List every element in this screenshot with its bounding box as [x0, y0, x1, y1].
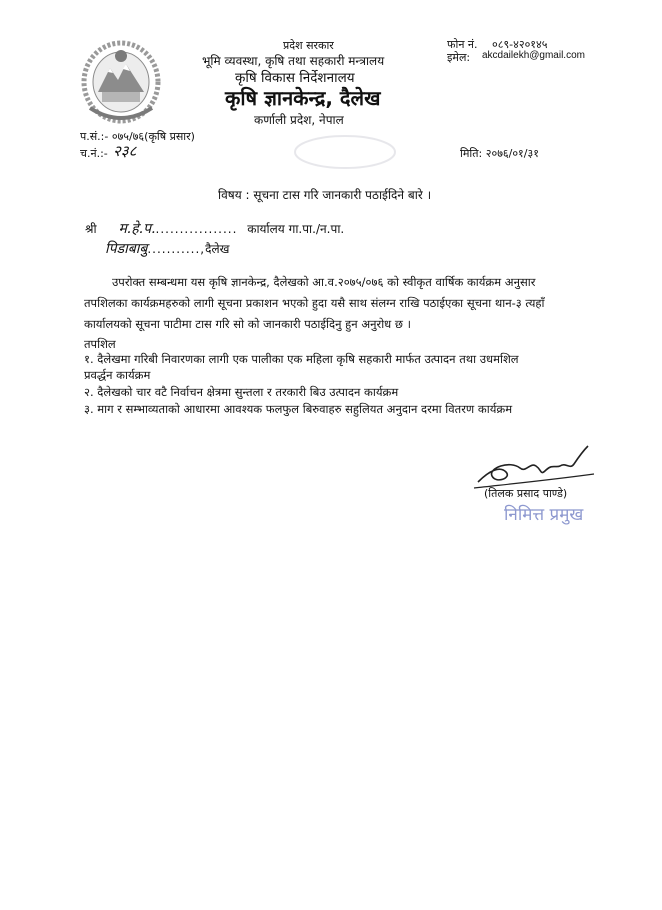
chalani-label: च.नं.:-: [80, 147, 108, 160]
tapsil-item-3: ३. माग र सम्भाव्यताको आधारमा आवश्यक फलफुल बिरुवाहरु सहुलियत अनुदान दरमा वितरण कार्यक्रम: [84, 402, 513, 416]
phone-label: फोन नं.: [447, 38, 478, 51]
body-line-1: उपरोक्त सम्बन्धमा यस कृषि ज्ञानकेन्द्र, दैलेखको आ.व.२०७५/०७६ को स्वीकृत वार्षिक कार्यक्रम अनुसार: [112, 275, 536, 289]
addressee-line-1: [85, 219, 344, 238]
phone-number: ०८९-४२०१४५: [492, 38, 548, 51]
ministry-name: भूमि व्यवस्था, कृषि तथा सहकारी मन्त्रालय: [202, 54, 385, 68]
addressee-line-2: [105, 239, 229, 258]
addressee-place-handwritten: पिडाबाबु: [105, 241, 148, 257]
office-name: कृषि ज्ञानकेन्द्र, दैलेख: [225, 86, 381, 110]
nepal-government-emblem: [80, 38, 162, 124]
email-address: akcdailekh@gmail.com: [482, 50, 585, 61]
body-line-2: तपशिलका कार्यक्रमहरुको लागी सूचना प्रकाशन भएको हुदा यसै साथ संलग्न राखि पठाईएका सूचना थान-३ त्यहाँ: [84, 296, 545, 310]
office-word: कार्यालय: [247, 222, 285, 236]
patra-sankhya: प.सं.:- ०७५/७६(कृषि प्रसार): [80, 130, 195, 143]
chalani-value: २३८: [113, 142, 137, 160]
faint-stamp-mark: [290, 132, 400, 172]
letter-date: मिति: २०७६/०१/३१: [460, 147, 539, 160]
handwritten-signature: [470, 440, 600, 492]
office-type: गा.पा./न.पा.: [288, 222, 345, 236]
email-label: इमेल:: [447, 51, 471, 64]
addressee-dots: .................: [155, 222, 238, 236]
directorate-name: कृषि विकास निर्देशनालय: [235, 70, 355, 86]
gov-line: प्रदेश सरकार: [283, 39, 334, 52]
tapsil-item-2: २. दैलेखको चार वटै निर्वाचन क्षेत्रमा सुन्तला र तरकारी बिउ उत्पादन कार्यक्रम: [84, 385, 399, 399]
shree-word: श्री: [85, 222, 97, 236]
tapsil-item-1-cont: प्रवर्द्धन कार्यक्रम: [84, 368, 151, 382]
tapsil-item-1: १. दैलेखमा गरिबी निवारणका लागी एक पालीका एक महिला कृषि सहकारी मार्फत उत्पादन तथा उधमशिल: [84, 352, 519, 366]
addressee-district: दैलेख: [205, 242, 230, 256]
body-line-3: कार्यालयको सूचना पाटीमा टास गरि सो को जानकारी पठाईदिनु हुन अनुरोध छ ।: [84, 317, 411, 331]
addressee-name-handwritten: म.हे.प.: [118, 221, 156, 237]
province-name: कर्णाली प्रदेश, नेपाल: [254, 113, 344, 127]
subject-line: विषय : सूचना टास गरि जानकारी पठाईदिने बारे ।: [218, 188, 432, 202]
addressee-dots-2: ...........,: [147, 242, 206, 256]
stamp-designation: निमित्त प्रमुख: [504, 505, 584, 525]
signatory-name: (तिलक प्रसाद पाण्डे): [484, 487, 568, 500]
tapsil-heading: तपशिल: [84, 337, 116, 351]
